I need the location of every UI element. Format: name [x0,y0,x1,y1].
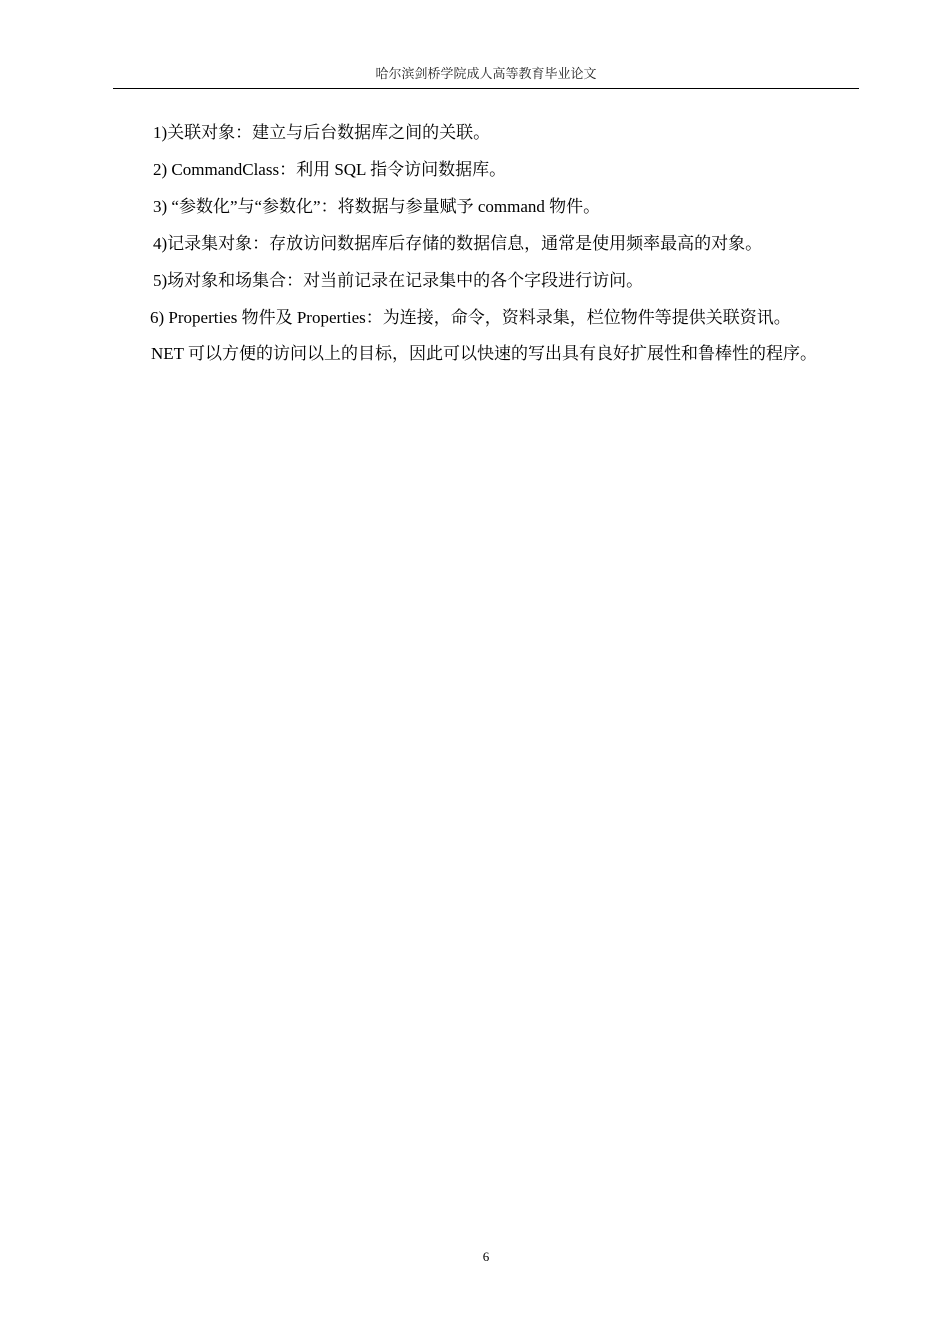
closing-paragraph: NET 可以方便的访问以上的目标，因此可以快速的写出具有良好扩展性和鲁棒性的程序。 [151,344,817,363]
page-header: 哈尔滨剑桥学院成人高等教育毕业论文 [375,66,597,81]
list-item-5: 5)场对象和场集合：对当前记录在记录集中的各个字段进行访问。 [153,271,644,290]
page-number: 6 [482,1249,490,1264]
list-item-6: 6) Properties 物件及 Properties：为连接，命令，资料录集，栏位物件等提供关联资讯。 [150,308,791,327]
list-item-2: 2) CommandClass：利用 SQL 指令访问数据库。 [153,160,507,179]
document-body [113,114,859,371]
header-divider [113,88,859,89]
list-item-4: 4)记录集对象：存放访问数据库后存储的数据信息，通常是使用频率最高的对象。 [153,234,763,253]
list-item-1: 1)关联对象：建立与后台数据库之间的关联。 [153,123,491,142]
list-item-3: 3) “参数化”与“参数化”：将数据与参量赋予 command 物件。 [153,197,601,216]
